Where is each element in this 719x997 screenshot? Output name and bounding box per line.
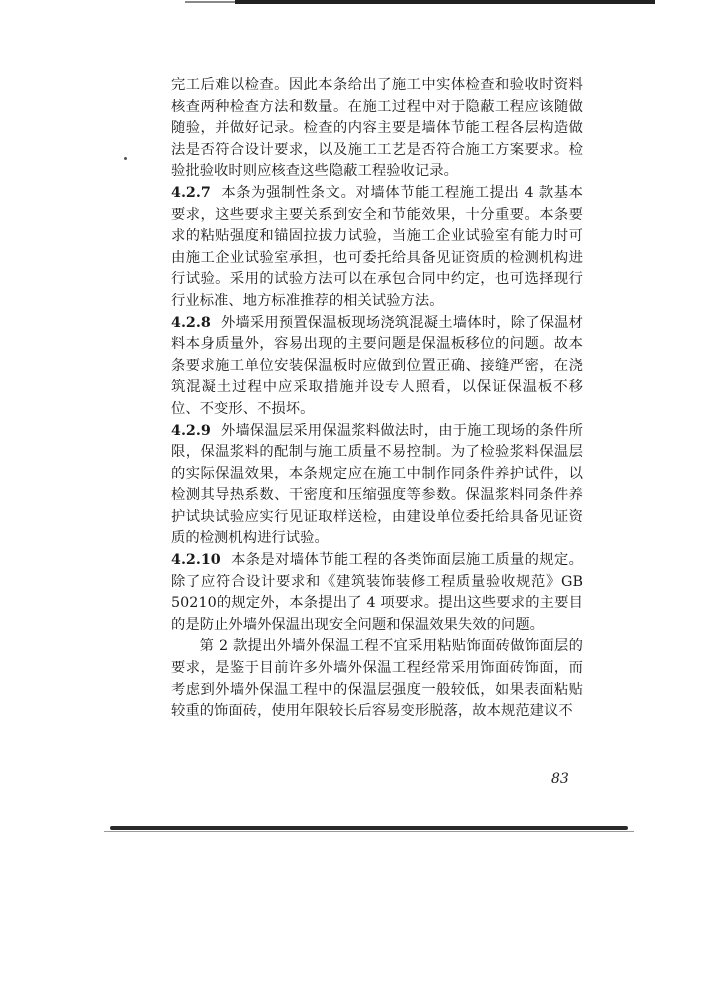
paragraph-text: 本条为强制性条文。对墙体节能工程施工提出 4 款基本要求，这些要求主要关系到安全和节能效果，十分重要。本条要求的粘贴强度和锚固拉拔力试验，当施工企业试验室有能力时可由施工企业试验室承担，也可委托给具备见证资质的检测机构进行试验。采用的试验方法可以在承包合同中约定，也可选择现行行业标准、地方标准推荐的相关试验方法。 (171, 184, 583, 309)
clause-4-2-9 (171, 421, 583, 551)
paragraph-text: 完工后难以检查。因此本条给出了施工中实体检查和验收时资料核查两种检查方法和数量。在施工过程中对于隐蔽工程应该随做随验，并做好记录。检查的内容主要是墙体节能工程各层构造做法是否符合设计要求，以及施工工艺是否符合施工方案要求。检验批验收时则应核查这些隐蔽工程验收记录。 (171, 77, 583, 180)
body-text (171, 75, 583, 723)
paragraph-item-2 (171, 636, 583, 722)
paragraph-text: 外墙采用预置保温板现场浇筑混凝土墙体时，除了保温材料本身质量外，容易出现的主要问题是保温板移位的问题。故本条要求施工单位安装保温板时应做到位置正确、接缝严密，在浇筑混凝土过程中应采取措施并设专人照看，以保证保温板不移位、不变形、不损坏。 (171, 314, 583, 417)
paragraph-text: 外墙保温层采用保温浆料做法时，由于施工现场的条件所限，保温浆料的配制与施工质量不易控制。为了检验浆料保温层的实际保温效果，本条规定应在施工中制作同条件养护试件，以检测其导热系数、干密度和压缩强度等参数。保温浆料同条件养护试块试验应实行见证取样送检，由建设单位委托给具备见证资质的检测机构进行试验。 (171, 422, 583, 547)
clause-number: 4.2.7 (171, 184, 211, 201)
paragraph-text: 本条是对墙体节能工程的各类饰面层施工质量的规定。除了应符合设计要求和《建筑装饰装修工程质量验收规范》GB 50210的规定外，本条提出了 4 项要求。提出这些要求的主要目的是防止外墙外保温出现安全问题和保温效果失效的问题。 (171, 552, 583, 633)
clause-number: 4.2.9 (171, 422, 211, 439)
clause-4-2-10 (171, 550, 583, 636)
bottom-edge-rule (110, 826, 628, 830)
bottom-edge-shadow (104, 831, 634, 832)
clause-4-2-8 (171, 313, 583, 421)
scan-speck (124, 157, 127, 160)
clause-4-2-7 (171, 183, 583, 313)
paragraph-text: 第 2 款提出外墙外保温工程不宜采用粘贴饰面砖做饰面层的要求，是鉴于目前许多外墙外保温工程经常采用饰面砖饰面，而考虑到外墙外保温工程中的保温层强度一般较低，如果表面粘贴较重的饰面砖，使用年限较长后容易变形脱落，故本规范建议不 (171, 638, 583, 720)
page-number: 83 (551, 771, 569, 787)
paragraph-continuation (171, 75, 583, 183)
top-edge-rule (235, 0, 655, 4)
clause-number: 4.2.10 (171, 552, 221, 569)
clause-number: 4.2.8 (171, 314, 211, 331)
